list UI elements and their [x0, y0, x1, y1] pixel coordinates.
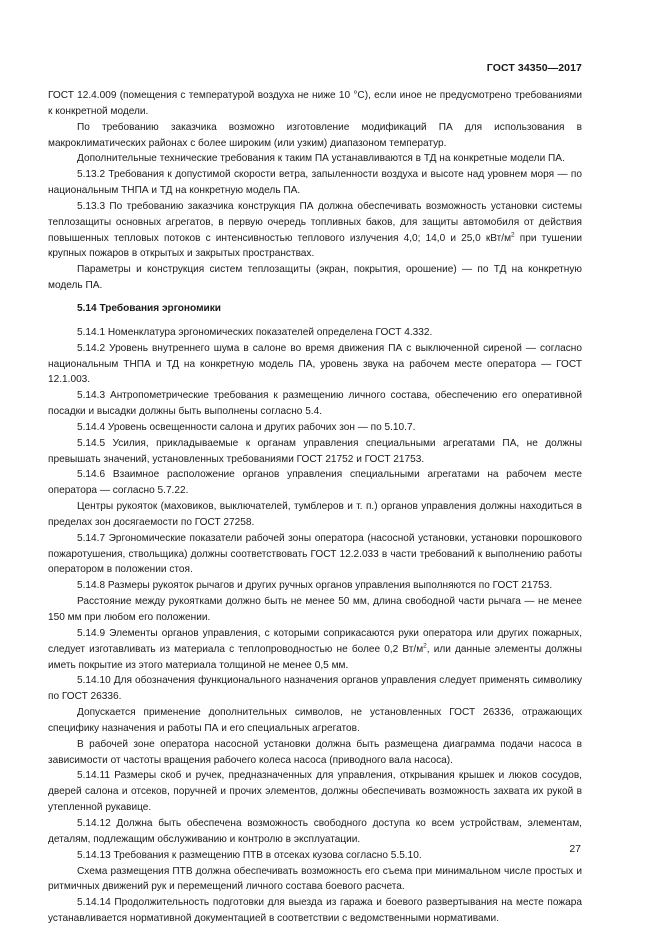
paragraph: 5.13.2 Требования к допустимой скорости ветра, запыленности воздуха и высоте над уровнем моря — по национальным ТНПА и ТД на конкретную модель ПА.: [48, 169, 582, 197]
paragraph-text: 5.14.9 Элементы органов управления, с которыми соприкасаются руки оператора или других пожарных, следует изготавливать из материала с теплопроводностью не более 0,2 Вт/м: [48, 627, 582, 655]
paragraph: 5.14.1 Номенклатура эргономических показателей определена ГОСТ 4.332.: [77, 326, 433, 338]
paragraph: 5.14.5 Усилия, прикладываемые к органам управления специальными агрегатами ПА, не должны превышать значений, установленных требованиями ГОСТ 21752 и ГОСТ 21753.: [48, 437, 582, 465]
paragraph: 5.14.4 Уровень освещенности салона и других рабочих зон — по 5.10.7.: [77, 421, 416, 433]
paragraph: [48, 626, 582, 674]
page-number: 27: [569, 843, 581, 855]
paragraph: В рабочей зоне оператора насосной установки должна быть размещена диаграмма подачи насоса в зависимости от частоты вращения рабочего колеса насоса (приводного вала насоса).: [48, 738, 582, 766]
paragraph-text: , или данные элементы должны иметь покрытие из этого материала толщиной не менее 0,5 мм.: [48, 643, 582, 671]
paragraph: 5.14.8 Размеры рукояток рычагов и других ручных органов управления выполняются по ГОСТ 21753.: [77, 580, 553, 592]
paragraph: 5.14.12 Должна быть обеспечена возможность свободного доступа ко всем устройствам, элементам, деталям, подлежащим обслуживанию и контролю в эксплуатации.: [48, 817, 582, 845]
document-header: ГОСТ 34350—2017: [486, 62, 582, 74]
paragraph: Схема размещения ПТВ должна обеспечивать возможность его съема при минимальном числе простых и ритмичных движений рук и перемещений личного состава боевого расчета.: [48, 865, 582, 893]
superscript: 2: [423, 642, 427, 650]
paragraph: 5.14.3 Антропометрические требования к размещению личного состава, обеспечению его оперативной посадки и высадки должны быть выполнены согласно 5.4.: [48, 390, 582, 418]
paragraph: Центры рукояток (маховиков, выключателей, тумблеров и т. п.) органов управления должны находиться в пределах зон досягаемости по ГОСТ 27258.: [48, 501, 582, 528]
paragraph: Расстояние между рукоятками должно быть не менее 50 мм, длина свободной части рычага — не менее 150 мм при любом его положении.: [48, 596, 582, 623]
paragraph: 5.14.10 Для обозначения функционального назначения органов управления следует применять символику по ГОСТ 26336.: [48, 675, 582, 703]
paragraph: [48, 199, 582, 262]
paragraph: 5.14.13 Требования к размещению ПТВ в отсеках кузова согласно 5.5.10.: [77, 849, 422, 861]
paragraph: 5.14.7 Эргономические показатели рабочей зоны оператора (насосной установки, установки порошкового пожаротушения, ствольщика) должны соответствовать ГОСТ 12.2.033 в части требований к выполнению работы оператором в положении стоя.: [48, 532, 582, 576]
paragraph: 5.14.2 Уровень внутреннего шума в салоне во время движения ПА с выключенной сиреной — согласно национальным ТНПА и ТД на конкретную модель ПА, уровень звука на рабочем месте оператора — ГОСТ 12.1.003.: [48, 342, 582, 386]
paragraph: ГОСТ 12.4.009 (помещения с температурой воздуха не ниже 10 °С), если иное не предусмотрено требованиями к конкретной модели.: [48, 90, 582, 117]
paragraph: Допускается применение дополнительных символов, не установленных ГОСТ 26336, отражающих специфику назначения и работы ПА и его специальных агрегатов.: [48, 707, 582, 734]
section-heading: 5.14 Требования эргономики: [77, 302, 221, 314]
document-body: [48, 88, 582, 927]
superscript: 2: [511, 231, 515, 239]
paragraph: 5.14.11 Размеры скоб и ручек, предназначенных для управления, открывания крышек и люков сосудов, дверей салона и отсеков, поручней и прочих элементов, должны обеспечивать возможность захвата их рукой в утепленной рукавице.: [48, 770, 582, 814]
paragraph: Параметры и конструкция систем теплозащиты (экран, покрытия, орошение) — по ТД на конкретную модель ПА.: [48, 264, 582, 292]
paragraph: 5.14.6 Взаимное расположение органов управления специальными агрегатами на рабочем месте оператора — согласно 5.7.22.: [48, 469, 582, 497]
paragraph-text: 5.13.3 По требованию заказчика конструкция ПА должна обеспечивать возможность установки системы теплозащиты основных агрегатов, в первую очередь топливных баков, для защиты автомобиля от действия повышенных тепловых потоков с интенсивностью теплового излучения 4,0; 14,0 и 25,0 кВт/м: [48, 200, 582, 244]
paragraph: По требованию заказчика возможно изготовление модификаций ПА для использования в макроклиматических районах с более широким (или узким) диапазоном температур.: [48, 121, 582, 149]
paragraph-text: при тушении крупных пожаров в открытых и закрытых пространствах.: [48, 232, 582, 260]
paragraph: Дополнительные технические требования к таким ПА устанавливаются в ТД на конкретные модели ПА.: [77, 153, 565, 165]
paragraph: 5.14.14 Продолжительность подготовки для выезда из гаража и боевого развертывания на месте пожара устанавливается нормативной документацией в соответствии с ведомственными нормативами.: [48, 897, 582, 925]
